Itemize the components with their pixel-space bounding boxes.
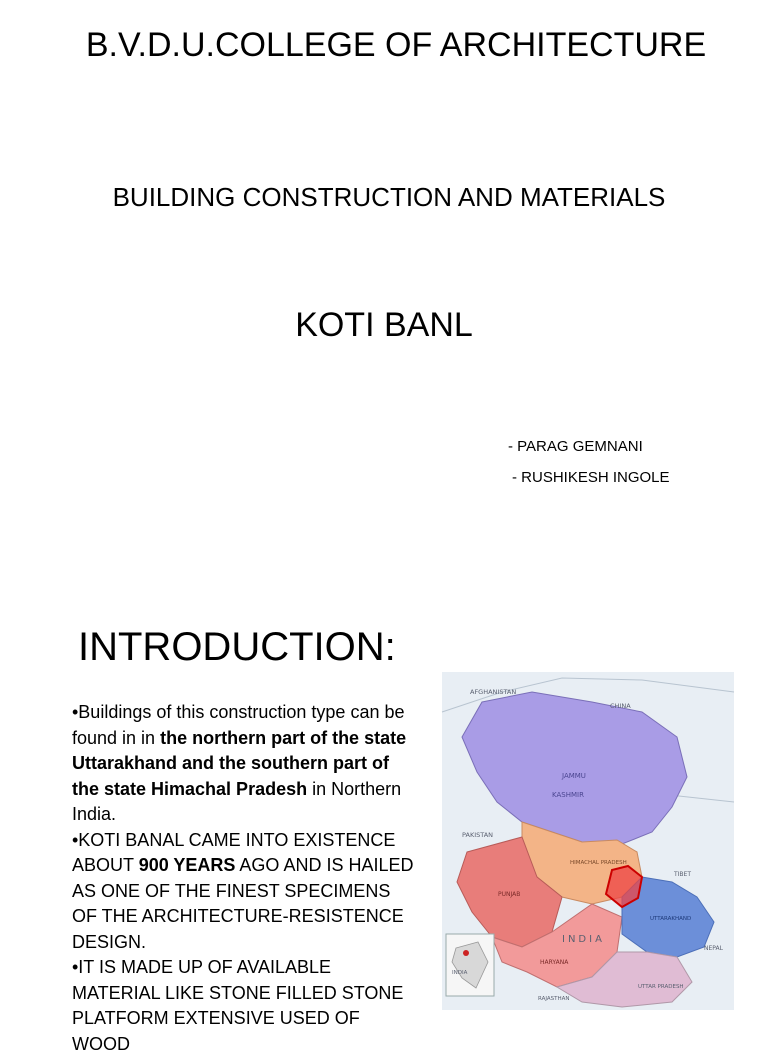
label-afghanistan: AFGHANISTAN [470, 688, 517, 696]
label-himachal: HIMACHAL PRADESH [570, 860, 627, 866]
paragraph-history: •KOTI BANAL CAME INTO EXISTENCE ABOUT 900 YEARS AGO AND IS HAILED AS ONE OF THE FINEST SPECIMENS OF THE ARCHITECTURE-RESISTENCE DESIGN. [72, 829, 414, 952]
author-2: - RUSHIKESH INGOLE [512, 469, 670, 486]
introduction-heading: INTRODUCTION: [78, 625, 396, 669]
label-uttar-pradesh: UTTAR PRADESH [638, 984, 684, 990]
subject-title: BUILDING CONSTRUCTION AND MATERIALS [112, 182, 666, 212]
topic-title: KOTI BANL [295, 306, 473, 344]
north-india-map [442, 672, 734, 1010]
label-uttarakhand: UTTARAKHAND [650, 916, 692, 922]
college-title: B.V.D.U.COLLEGE OF ARCHITECTURE [85, 26, 707, 64]
paragraph-location: •Buildings of this construction type can be found in in the northern part of the state Uttarakhand and the southern part of the state Himachal Pradesh in Northern India. [72, 702, 407, 824]
author-1: - PARAG GEMNANI [508, 438, 643, 455]
label-tibet: TIBET [674, 871, 692, 878]
introduction-body [72, 700, 417, 1057]
label-punjab: PUNJAB [498, 891, 521, 898]
label-jammu: JAMMU [562, 772, 586, 780]
label-haryana: HARYANA [540, 959, 569, 966]
paragraph-materials: •IT IS MADE UP OF AVAILABLE MATERIAL LIKE STONE FILLED STONE PLATFORM EXTENSIVE USED OF WOOD [72, 957, 404, 1054]
label-pakistan: PAKISTAN [462, 831, 494, 839]
label-china: CHINA [610, 702, 631, 710]
label-india-inset: INDIA [452, 970, 468, 976]
label-rajasthan: RAJASTHAN [538, 996, 570, 1002]
label-kashmir: KASHMIR [552, 791, 584, 799]
label-nepal: NEPAL [704, 945, 723, 952]
label-india: INDIA [562, 934, 605, 945]
